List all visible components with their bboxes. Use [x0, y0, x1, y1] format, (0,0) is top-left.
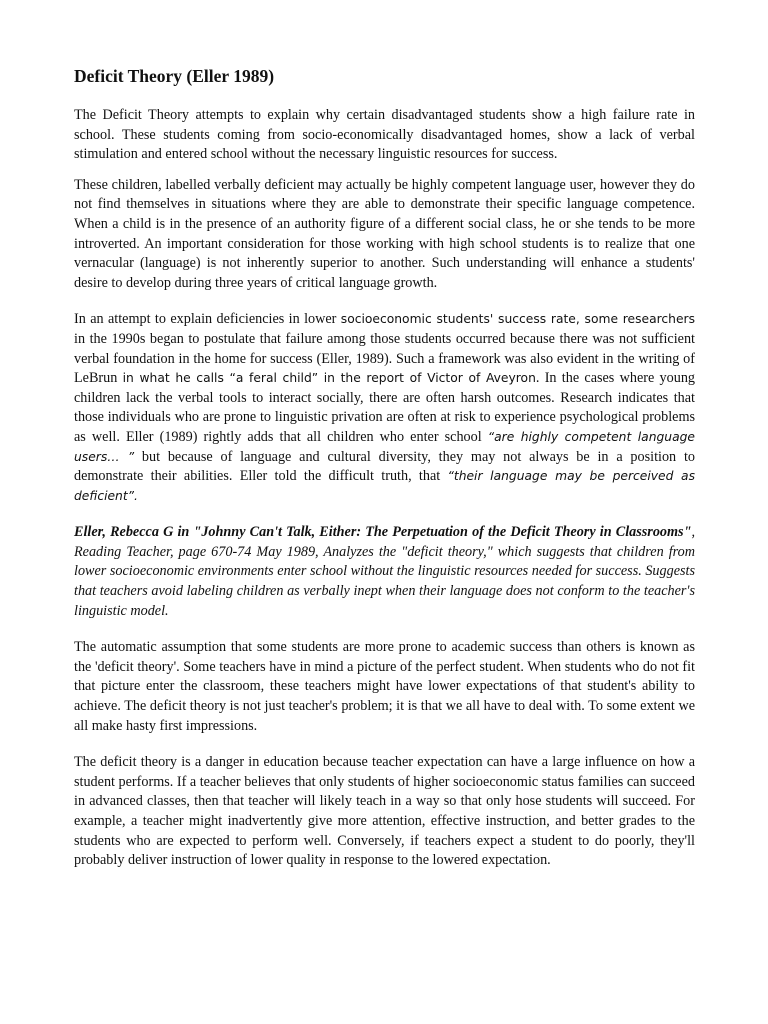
p3-text-c: in the 1990s began to postulate that failure among those students occurred because there was not sufficient verbal foundation in the home for success (Eller, 1989). Such a framework was also evident in the writing of LeBrun — [74, 330, 695, 387]
p3-text-d: in what he calls “a feral child” in the report of Victor of Aveyron — [122, 371, 536, 386]
p3-quote-deficient: “their language may be perceived as deficient”. — [74, 469, 695, 503]
paragraph-deficiencies — [74, 310, 695, 506]
p3-text-e: . In the cases where young children lack the verbal tools to interact socially, there are often harsh outcomes. Research indicates that those individuals who are prone to linguistic privation are often at risk to experience psychological problems as well. Eller (1989) rightly adds that all children who enter school — [74, 370, 696, 445]
paragraph-intro: The Deficit Theory attempts to explain why certain disadvantaged students show a high failure rate in school. These students coming from socio-economically disadvantaged homes, show a lack of verbal stimulation and entered school without the necessary linguistic resources for success. — [74, 107, 695, 163]
reference-body: , Reading Teacher, page 670-74 May 1989, Analyzes the "deficit theory," which suggests that children from lower socioeconomic environments enter school without the linguistic resources needed for success. Suggests that teachers avoid labeling children as verbally inept when their language does not conform to the teacher's linguistic model. — [74, 524, 695, 619]
document-title: Deficit Theory (Eller 1989) — [74, 66, 275, 86]
p3-quote-competent: “are highly competent language users… ” — [74, 429, 695, 464]
paragraph-danger: The deficit theory is a danger in education because teacher expectation can have a large influence on how a student performs. If a teacher believes that only students of higher socioeconomic status families can succeed in advanced classes, then that teacher will likely teach in a way so that only hose students will succeed. For example, a teacher might inadvertently give more attention, effective instruction, and better grades to the students who are expected to perform well. Conversely, if teachers expect a student to do poorly, they'll probably deliver instruction of lower quality in response to the lowered expectation. — [74, 754, 695, 869]
p3-text-g: but because of language and cultural diversity, they may not always be in a position to demonstrate their abilities. Eller told the difficult truth, that — [74, 448, 695, 485]
p3-text-a: In an attempt to explain deficiencies in lower — [74, 311, 341, 328]
paragraph-reference — [74, 523, 695, 621]
reference-title: Eller, Rebecca G in "Johnny Can't Talk, Either: The Perpetuation of the Deficit Theory in Classrooms" — [74, 524, 692, 541]
paragraph-verbally-deficient: These children, labelled verbally deficient may actually be highly competent language user, however they do not find themselves in situations where they are able to demonstrate their specific language competence. When a child is in the presence of an authority figure of a different social class, he or she tends to be more introverted. An important consideration for those working with high school students is to realize that one vernacular (language) is not inherently superior to another. Such understanding will enhance a students' desire to develop during three years of critical language growth. — [74, 176, 695, 291]
p3-text-b: socioeconomic students' success rate, some researchers — [340, 312, 695, 327]
document-page — [74, 64, 695, 871]
paragraph-automatic-assumption: The automatic assumption that some students are more prone to academic success than others is known as the 'deficit theory'. Some teachers have in mind a picture of the perfect student. When students who do not fit that picture enter the classroom, these teachers might have lower expectations of that student's ability to achieve. The deficit theory is not just teacher's problem; it is that we all have to deal with. To some extent we all make hasty first impressions. — [74, 639, 695, 734]
